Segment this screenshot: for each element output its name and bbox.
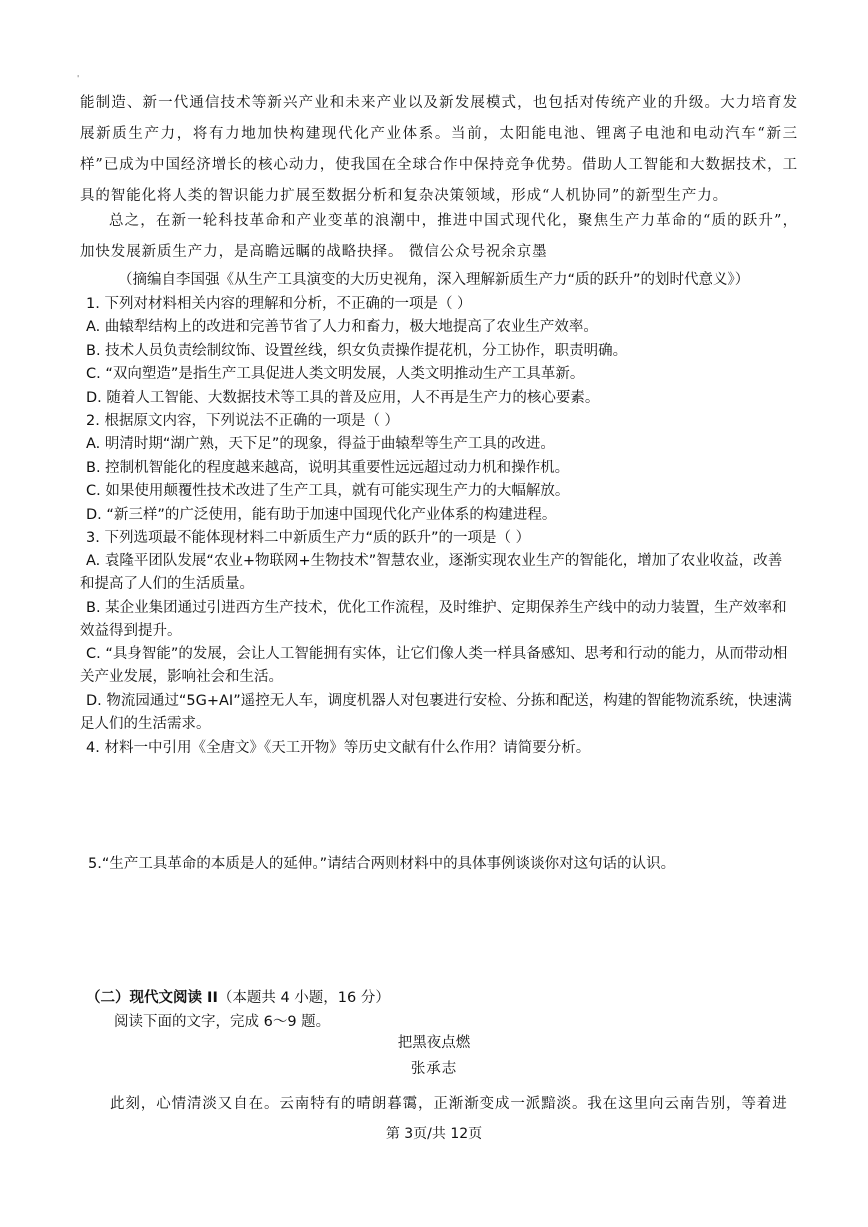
question-3-option-a: A. 袁隆平团队发展“农业+物联网+生物技术”智慧农业，逐渐实现农业生产的智能化，增加了农业收益，改善和提高了人们的生活质量。 [80,553,783,592]
article-title: 把黑夜点燃 [397,1035,471,1051]
question-1-option-b: B. 技术人员负责绘制纹饰、设置丝线，织女负责操作提花机，分工协作，职责明确。 [86,343,628,359]
article-author: 张承志 [410,1061,458,1077]
question-1-option-d: D. 随着人工智能、大数据技术等工具的普及应用，人不再是生产力的核心要素。 [86,390,600,406]
question-5-stem: 5.“生产工具革命的本质是人的延伸。”请结合两则材料中的具体事例谈谈你对这句话的认识。 [88,856,676,872]
question-1-stem: 1. 下列对材料相关内容的理解和分析，不正确的一项是（ ） [86,296,472,312]
passage-paragraph-2: 总之，在新一轮科技革命和产业变革的浪潮中，推进中国式现代化，聚焦生产力革命的“质的跃升”，加快发展新质生产力，是高瞻远瞩的战略抉择。 微信公众号祝余京墨 [80,213,798,260]
question-2-option-a: A. 明清时期“湖广熟，天下足”的现象，得益于曲辕犁等生产工具的改进。 [86,436,555,452]
passage-paragraph-1: 能制造、新一代通信技术等新兴产业和未来产业以及新发展模式，也包括对传统产业的升级。大力培育发展新质生产力，将有力地加快构建现代化产业体系。当前，太阳能电池、锂离子电池和电动汽车“新三样”已成为中国经济增长的核心动力，使我国在全球合作中保持竞争优势。借助人工智能和大数据技术，工具的智能化将人类的智识能力扩展至数据分析和复杂决策领域，形成“人机协同”的新型生产力。 [80,95,798,204]
question-2-option-d: D. “新三样”的广泛使用，能有助于加速中国现代化产业体系的构建进程。 [86,507,557,523]
question-3-option-c: C. “具身智能”的发展，会让人工智能拥有实体，让它们像人类一样具备感知、思考和行动的能力，从而带动相关产业发展，影响社会和生活。 [80,646,788,685]
section-2-heading-note: （本题共 4 小题，16 分） [217,990,390,1006]
question-2-stem: 2. 根据原文内容，下列说法不正确的一项是（ ） [86,413,400,429]
question-4-stem: 4. 材料一中引用《全唐文》《天工开物》等历史文献有什么作用？请简要分析。 [86,740,591,756]
question-3-option-b: B. 某企业集团通过引进西方生产技术，优化工作流程，及时维护、定期保养生产线中的动力装置，生产效率和效益得到提升。 [80,600,787,639]
question-3-option-d: D. 物流园通过“5G+AI”遥控无人车，调度机器人对包裹进行安检、分拣和配送，构建的智能物流系统，快速满足人们的生活需求。 [80,693,792,732]
passage-source: （摘编自李国强《从生产工具演变的大历史视角，深入理解新质生产力“质的跃升”的划时代意义》） [118,272,750,288]
page-mark: ' [77,74,80,83]
section-2-heading [86,988,806,1008]
question-1-option-c: C. “双向塑造”是指生产工具促进人类文明发展，人类文明推动生产工具革新。 [86,366,585,382]
question-3-stem: 3. 下列选项最不能体现材料二中新质生产力“质的跃升”的一项是（ ） [86,530,531,546]
section-2-heading-title: （二）现代文阅读 II [86,990,218,1006]
question-2-option-c: C. 如果使用颠覆性技术改进了生产工具，就有可能实现生产力的大幅解放。 [86,483,570,499]
question-1-option-a: A. 曲辕犁结构上的改进和完善节省了人力和畜力，极大地提高了农业生产效率。 [86,319,598,335]
page-number: 第 3页/共 12页 [385,1126,483,1142]
section-2-instruction: 阅读下面的文字，完成 6～9 题。 [114,1014,331,1030]
question-2-option-b: B. 控制机智能化的程度越来越高，说明其重要性远远超过动力机和操作机。 [86,460,570,476]
article-first-line: 此刻，心情清淡又自在。云南特有的晴朗暮霭，正渐渐变成一派黯淡。我在这里向云南告别，等着进 [110,1096,788,1112]
